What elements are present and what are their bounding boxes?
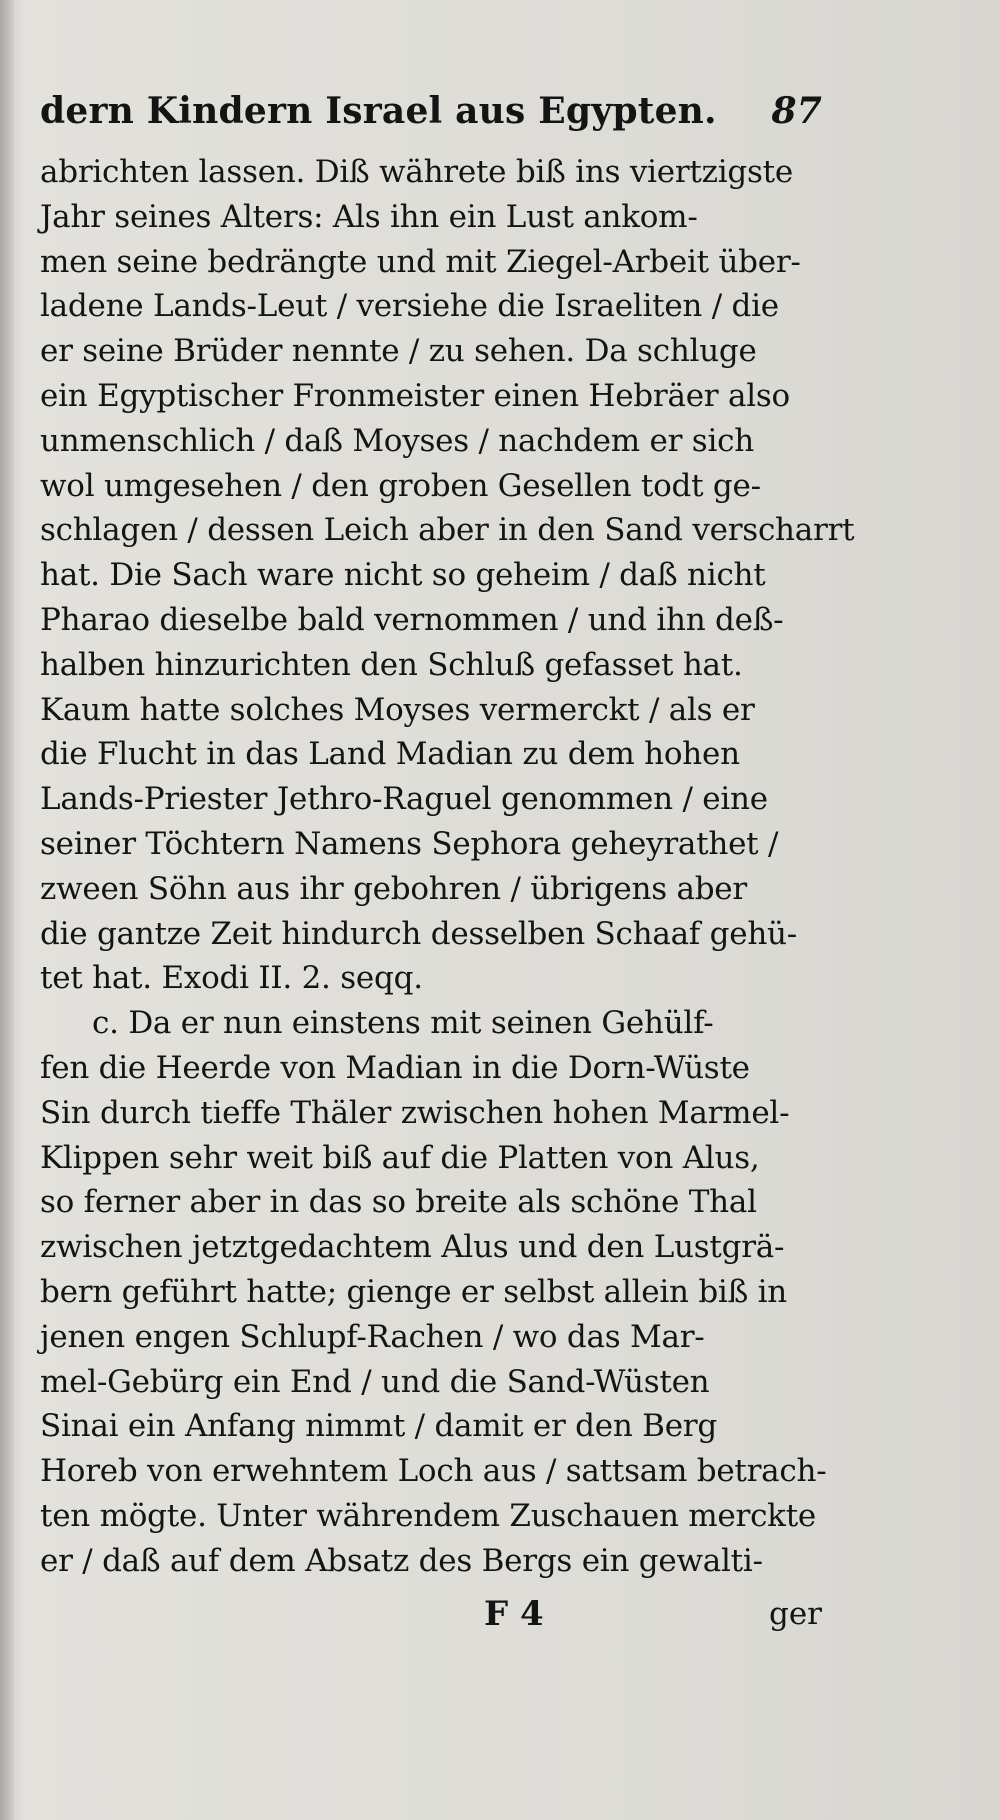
running-head-title: dern Kindern Israel aus Egypten. bbox=[40, 90, 717, 132]
signature-mark: F 4 bbox=[484, 1593, 544, 1634]
text-block bbox=[40, 80, 855, 1640]
paragraph-start-line: c. Da er nun einstens mit seinen Gehülf- bbox=[92, 1005, 714, 1042]
text-line: zwischen jetztgedachtem Alus und den Lustgrä- bbox=[40, 1229, 785, 1266]
text-line: Sin durch tieffe Thäler zwischen hohen Marmel- bbox=[40, 1094, 790, 1131]
text-line: halben hinzurichten den Schluß gefasset hat. bbox=[40, 646, 743, 683]
text-line: so ferner aber in das so breite als schöne Thal bbox=[40, 1184, 757, 1221]
text-line: unmenschlich / daß Moyses / nachdem er sich bbox=[40, 422, 754, 459]
text-line: tet hat. Exodi II. 2. seqq. bbox=[40, 960, 423, 997]
text-line: schlagen / dessen Leich aber in den Sand verscharrt bbox=[40, 512, 855, 549]
text-line: die Flucht in das Land Madian zu dem hohen bbox=[40, 736, 740, 773]
text-line: Kaum hatte solches Moyses vermerckt / als er bbox=[40, 691, 755, 728]
text-line: er / daß auf dem Absatz des Bergs ein gewalti- bbox=[40, 1542, 763, 1579]
text-line: die gantze Zeit hindurch desselben Schaaf gehü- bbox=[40, 915, 797, 952]
text-line: bern geführt hatte; gienge er selbst allein biß in bbox=[40, 1273, 788, 1310]
text-line: Pharao dieselbe bald vernommen / und ihn deß- bbox=[40, 601, 784, 638]
text-line: ein Egyptischer Fronmeister einen Hebräer also bbox=[40, 377, 790, 414]
text-line: Sinai ein Anfang nimmt / damit er den Berg bbox=[40, 1408, 717, 1445]
catchword: ger bbox=[768, 1595, 822, 1632]
text-line: zween Söhn aus ihr gebohren / übrigens aber bbox=[40, 870, 747, 907]
page-number: 87 bbox=[771, 90, 822, 132]
text-line: wol umgesehen / den groben Gesellen todt ge- bbox=[40, 467, 761, 504]
text-line: ladene Lands-Leut / versiehe die Israeliten / die bbox=[40, 288, 779, 325]
text-line: Horeb von erwehntem Loch aus / sattsam betrach- bbox=[40, 1453, 827, 1490]
text-line: Klippen sehr weit biß auf die Platten von Alus, bbox=[40, 1139, 760, 1176]
text-line: abrichten lassen. Diß währete biß ins viertzigste bbox=[40, 154, 793, 190]
text-line: seiner Töchtern Namens Sephora geheyrathet / bbox=[40, 825, 779, 862]
text-line: ten mögte. Unter währendem Zuschauen merckte bbox=[40, 1497, 817, 1534]
text-line: Lands-Priester Jethro-Raguel genommen / eine bbox=[40, 781, 768, 818]
text-line: jenen engen Schlupf-Rachen / wo das Mar- bbox=[40, 1318, 705, 1355]
text-line: er seine Brüder nennte / zu sehen. Da schluge bbox=[40, 333, 757, 370]
text-line: Jahr seines Alters: Als ihn ein Lust ankom- bbox=[40, 198, 698, 235]
body-text bbox=[40, 150, 855, 1584]
page-footer bbox=[40, 1588, 830, 1640]
text-line: hat. Die Sach ware nicht so geheim / daß nicht bbox=[40, 557, 766, 594]
text-line: mel-Gebürg ein End / und die Sand-Wüsten bbox=[40, 1363, 710, 1400]
text-line: men seine bedrängte und mit Ziegel-Arbeit über- bbox=[40, 243, 801, 280]
text-line: fen die Heerde von Madian in die Dorn-Wüste bbox=[40, 1049, 750, 1086]
running-head bbox=[40, 80, 830, 142]
